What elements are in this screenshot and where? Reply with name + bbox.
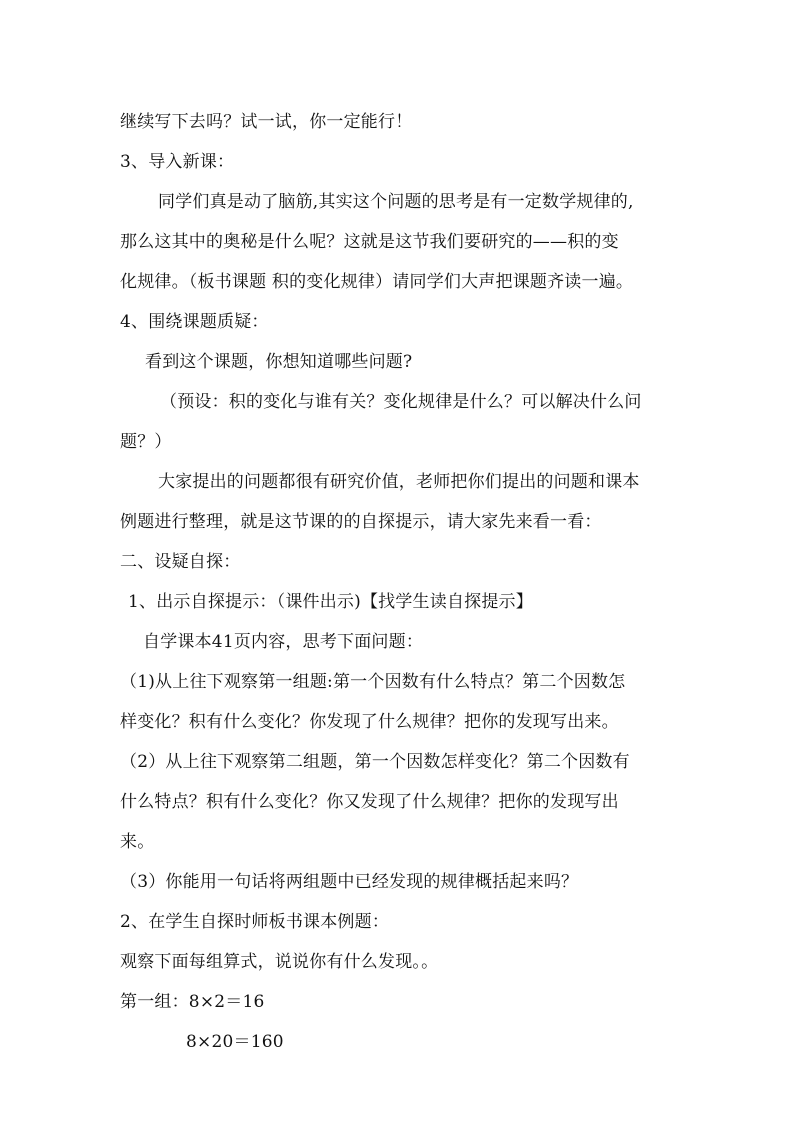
text-line-20: （3）你能用一句话将两组题中已经发现的规律概括起来吗？ xyxy=(120,872,579,892)
text-line-9: 题？） xyxy=(120,432,172,452)
text-line-22: 观察下面每组算式，说说你有什么发现。。 xyxy=(120,952,439,972)
text-line-18: 什么特点？积有什么变化？你又发现了什么规律？把你的发现写出 xyxy=(120,792,619,812)
text-line-10: 大家提出的问题都很有研究价值，老师把你们提出的问题和课本 xyxy=(158,472,640,492)
section-heading-4: 4、围绕课题质疑： xyxy=(120,312,269,332)
text-line-24: 8×20＝160 xyxy=(186,1032,284,1052)
text-line-19: 来。 xyxy=(120,832,155,852)
text-line-11: 例题进行整理，就是这节课的的自探提示，请大家先来看一看： xyxy=(120,512,602,532)
text-line-3: 同学们真是动了脑筋,其实这个问题的思考是有一定数学规律的, xyxy=(158,192,634,212)
text-line-15: （1)从上往下观察第一组题:第一个因数有什么特点？第二个因数怎 xyxy=(120,672,626,692)
text-line-5: 化规律。（板书课题 积的变化规律）请同学们大声把课题齐读一遍。 xyxy=(120,272,634,292)
text-line-23: 第一组：8×2＝16 xyxy=(120,992,265,1012)
text-line-4: 那么这其中的奥秘是什么呢？这就是这节我们要研究的——积的变 xyxy=(120,232,619,252)
text-line-14: 自学课本41页内容，思考下面问题： xyxy=(143,632,424,652)
text-line-8: （预设：积的变化与谁有关？变化规律是什么？可以解决什么问 xyxy=(160,392,642,412)
section-heading-2: 二、设疑自探： xyxy=(120,552,241,572)
text-line-1: 继续写下去吗？试一试，你一定能行！ xyxy=(120,112,413,132)
text-line-16: 样变化？积有什么变化？你发现了什么规律？把你的发现写出来。 xyxy=(120,712,619,732)
text-line-7: 看到这个课题，你想知道哪些问题? xyxy=(145,352,413,372)
text-line-13: 1、出示自探提示：（课件出示)【找学生读自探提示】 xyxy=(128,592,533,612)
text-line-17: （2）从上往下观察第二组题，第一个因数怎样变化？第二个因数有 xyxy=(120,752,630,772)
text-line-21: 2、在学生自探时师板书课本例题： xyxy=(120,912,390,932)
section-heading-3: 3、导入新课： xyxy=(120,152,235,172)
